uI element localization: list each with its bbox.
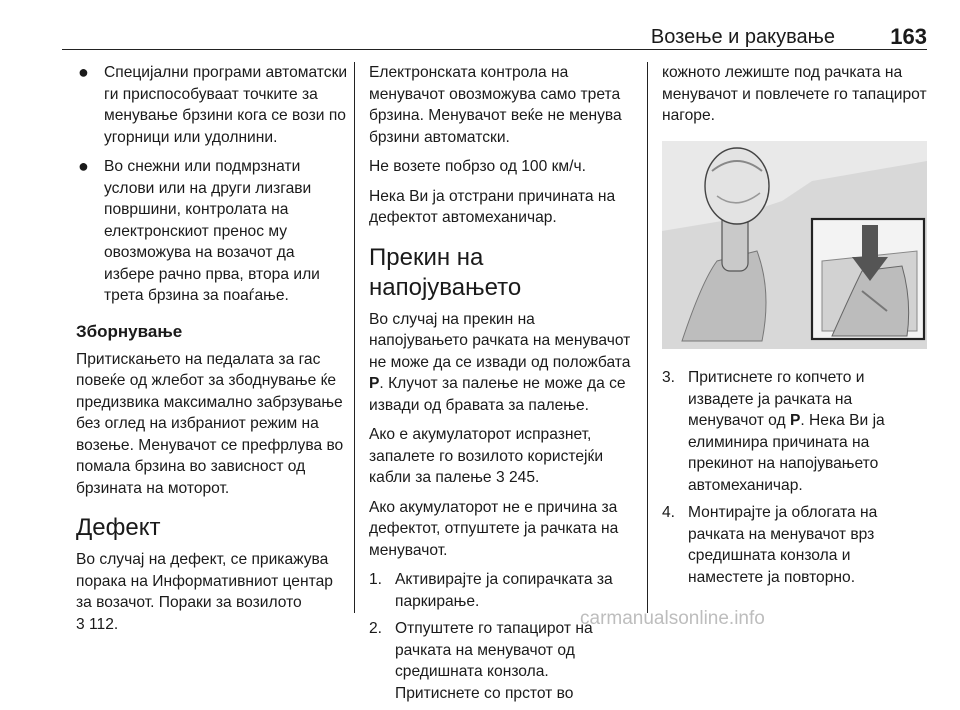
bullet-text: Во снежни или подмрзнати услови или на други лизгави површини, контролата на електронскиот пренос му овозможува на возачот да избере рачно прва, втора или трета брзина за поаѓање. (104, 158, 320, 304)
paragraph: Електронската контрола на менувачот овозможува само трета брзина. Менувачот веќе не менува брзини автоматски. (369, 64, 622, 146)
fault-text: Во случај на дефект, се прикажува порака на Информативниот центар за возачот. Пораки за возилото 3 112. (76, 551, 333, 633)
page-ref-icon: 3 (76, 615, 85, 633)
header-rule (62, 49, 927, 50)
page-ref-icon: 3 (495, 469, 505, 486)
paragraph: Ако акумулаторот не е причина за дефектот, отпуштете ја рачката на менувачот. (369, 498, 619, 559)
step-item: 3. Притиснете го копчето и извадете ја рачката на менувачот од P. Нека Ви ја елиминира причината на прекинот на напојувањето автомеханичар. (662, 369, 885, 494)
step-item: 4. Монтирајте ја облогата на рачката на менувачот врз средишната конзола и наместете ја повторно. (662, 504, 878, 586)
column-divider-1 (354, 62, 355, 613)
paragraph: кожното лежиште под рачката на менувачот и повлечете го тапацирот нагоре. (662, 64, 927, 124)
bullet-icon: ● (78, 62, 89, 82)
column-divider-2 (647, 62, 648, 613)
bullet-item (76, 62, 348, 148)
page-ref-link[interactable]: 245. (508, 469, 540, 486)
paragraph: Не возете побрзо од 100 км/ч. (369, 158, 586, 175)
paragraph: Нека Ви ја отстрани причината на дефектот автомеханичар. (369, 187, 616, 226)
page-number: 163 (890, 24, 927, 49)
heading-kickdown: Зборнување (76, 321, 183, 341)
watermark: carmanualsonline.info (580, 608, 765, 629)
bullet-icon: ● (78, 156, 89, 176)
step-item: 2. Отпуштете го тапацирот на рачката на менувачот од средишната конзола. Притиснете со прстот во (369, 620, 593, 702)
paragraph: Во случај на прекин на напојувањето рачката на менувачот не може да се извади од положбата P. Клучот за палење не може да се извади од бравата за палење. (369, 310, 631, 414)
heading-interrupt: Прекин на напојувањето (369, 243, 522, 301)
bullet-item (76, 156, 348, 307)
column-1 (76, 62, 348, 643)
kickdown-text: Притискањето на педалата за гас повеќе од жлебот за збоднување ќе предизвика максимално забрзување без оглед на избраниот режим на возење. Менувачот се префрлува во помала брзина во зависност од брзината на моторот. (76, 350, 344, 497)
header-title: Возење и ракување (650, 26, 835, 48)
step-item: 1. Активирајте ја сопирачката за паркирање. (369, 571, 613, 610)
column-3 (662, 62, 927, 594)
gear-lever-illustration (662, 141, 927, 349)
heading-fault: Дефект (76, 514, 161, 541)
bullet-text: Специјални програми автоматски ги приспособуваат точките за менување брзини кога се вози по угорници или удолнини. (104, 64, 348, 146)
paragraph: Ако е акумулаторот испразнет, запалете го возилото користејќи кабли за палење 3 245. (369, 426, 604, 486)
page-header (62, 22, 927, 50)
page-ref-link[interactable]: 112. (89, 615, 119, 633)
